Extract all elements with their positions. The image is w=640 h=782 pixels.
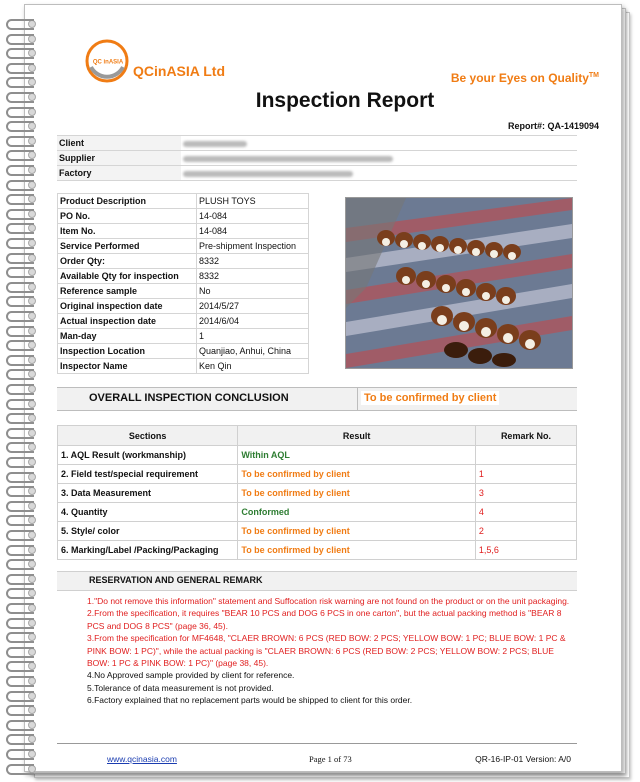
- spiral-wire: [6, 442, 34, 453]
- client-row: [57, 136, 577, 151]
- page-title: Inspection Report: [255, 89, 435, 112]
- product-info-row: [58, 194, 309, 209]
- product-info-row: [58, 344, 309, 359]
- spiral-wire: [6, 340, 34, 351]
- spiral-ring: [6, 544, 36, 555]
- brand-tagline: Be your Eyes on Quality™: [450, 71, 599, 85]
- results-column-header: Sections: [58, 426, 238, 446]
- spiral-wire: [6, 136, 34, 147]
- remark-item: 3.From the specification for MF4648, "CLAER BROWN: 6 PCS (RED BOW: 2 PCS; YELLOW BOW: 1 PC; BLUE BOW: 1 PC & PINK BOW: 1 PC)", while the actual packing is "CLAER BROWN: 6 PCS (RED BOW: 2 PCS; YELLOW BOW: 2 PCS; BLUE BOW: 1 PC & PINK BOW: 1 PC)" (page 38, 45).: [87, 633, 566, 669]
- spiral-wire: [6, 63, 34, 74]
- results-result: Conformed: [238, 503, 476, 522]
- product-info-label: Item No.: [58, 224, 197, 239]
- spiral-ring: [6, 164, 36, 175]
- spiral-ring: [6, 748, 36, 759]
- spiral-wire: [6, 691, 34, 702]
- spiral-wire: [6, 384, 34, 395]
- brand-name: QCinASIA Ltd: [133, 63, 226, 79]
- supplier-label: Supplier: [57, 151, 181, 166]
- conclusion-bar: [57, 387, 577, 411]
- product-info-label: Inspector Name: [58, 359, 197, 374]
- product-info-label: Service Performed: [58, 239, 197, 254]
- remark-item: 2.From the specification, it requires "BEAR 10 PCS and DOG 6 PCS in one carton", but the actual packing method is "BEAR 8 PCS and DOG 8 PCS" (page 36, 45).: [87, 608, 562, 631]
- spiral-ring: [6, 295, 36, 306]
- spiral-ring: [6, 339, 36, 350]
- spiral-ring: [6, 106, 36, 117]
- remark-item: 4.No Approved sample provided by client for reference.: [87, 670, 295, 681]
- factory-label: Factory: [57, 166, 181, 181]
- page-number: Page 1 of 73: [309, 754, 352, 764]
- spiral-wire: [6, 457, 34, 468]
- results-result: Within AQL: [238, 446, 476, 465]
- results-section: 2. Field test/special requirement: [58, 465, 238, 484]
- factory-row: [57, 166, 577, 181]
- spiral-ring: [6, 631, 36, 642]
- spiral-ring: [6, 149, 36, 160]
- product-info-value: No: [197, 284, 309, 299]
- conclusion-value: To be confirmed by client: [361, 391, 499, 405]
- page-footer: [57, 743, 577, 764]
- spiral-ring: [6, 368, 36, 379]
- results-column-header: Result: [238, 426, 476, 446]
- spiral-ring: [6, 529, 36, 540]
- spiral-ring: [6, 208, 36, 219]
- spiral-wire: [6, 296, 34, 307]
- spiral-wire: [6, 267, 34, 278]
- results-result: To be confirmed by client: [238, 484, 476, 503]
- spiral-ring: [6, 573, 36, 584]
- spiral-ring: [6, 193, 36, 204]
- client-table: [57, 135, 577, 181]
- product-info-row: [58, 314, 309, 329]
- spiral-ring: [6, 398, 36, 409]
- product-info-label: Inspection Location: [58, 344, 197, 359]
- spiral-wire: [6, 355, 34, 366]
- spiral-wire: [6, 764, 34, 775]
- product-info-row: [58, 329, 309, 344]
- results-row: [58, 541, 577, 560]
- spiral-wire: [6, 530, 34, 541]
- spiral-ring: [6, 135, 36, 146]
- spiral-wire: [6, 165, 34, 176]
- product-info-value: Quanjiao, Anhui, China: [197, 344, 309, 359]
- results-result: To be confirmed by client: [238, 522, 476, 541]
- spiral-wire: [6, 428, 34, 439]
- spiral-ring: [6, 675, 36, 686]
- product-info-table: [57, 193, 309, 374]
- results-row: [58, 446, 577, 465]
- product-info-row: [58, 299, 309, 314]
- product-info-label: PO No.: [58, 209, 197, 224]
- spiral-wire: [6, 238, 34, 249]
- product-info-row: [58, 254, 309, 269]
- spiral-wire: [6, 282, 34, 293]
- spiral-ring: [6, 120, 36, 131]
- spiral-ring: [6, 354, 36, 365]
- spiral-ring: [6, 427, 36, 438]
- svg-text:QC inASIA: QC inASIA: [92, 59, 124, 66]
- redacted-text: [183, 171, 353, 177]
- spiral-ring: [6, 441, 36, 452]
- spiral-ring: [6, 325, 36, 336]
- product-info-value: Pre-shipment Inspection: [197, 239, 309, 254]
- spiral-wire: [6, 92, 34, 103]
- spiral-wire: [6, 705, 34, 716]
- spiral-wire: [6, 501, 34, 512]
- results-remark-no: 4: [475, 503, 576, 522]
- spiral-ring: [6, 310, 36, 321]
- spiral-wire: [6, 253, 34, 264]
- spiral-wire: [6, 19, 34, 30]
- product-info-value: 14-084: [197, 224, 309, 239]
- results-row: [58, 522, 577, 541]
- results-remark-no: 2: [475, 522, 576, 541]
- spiral-wire: [6, 515, 34, 526]
- results-section: 5. Style/ color: [58, 522, 238, 541]
- product-info-label: Order Qty:: [58, 254, 197, 269]
- spiral-wire: [6, 369, 34, 380]
- results-result: To be confirmed by client: [238, 541, 476, 560]
- product-info-value: 8332: [197, 254, 309, 269]
- spiral-ring: [6, 646, 36, 657]
- remarks-list: [87, 595, 573, 707]
- spiral-ring: [6, 179, 36, 190]
- spiral-ring: [6, 266, 36, 277]
- conclusion-divider: [357, 388, 358, 410]
- remarks-heading: RESERVATION AND GENERAL REMARK: [89, 575, 263, 585]
- results-row: [58, 465, 577, 484]
- spiral-wire: [6, 150, 34, 161]
- spiral-ring: [6, 660, 36, 671]
- remark-item: 6.Factory explained that no replacement parts would be shipped to client for this order.: [87, 695, 413, 706]
- product-info-row: [58, 359, 309, 374]
- spiral-ring: [6, 383, 36, 394]
- conclusion-label: OVERALL INSPECTION CONCLUSION: [89, 392, 289, 404]
- spiral-wire: [6, 326, 34, 337]
- spiral-wire: [6, 311, 34, 322]
- spiral-ring: [6, 587, 36, 598]
- spiral-binding: [0, 4, 40, 770]
- spiral-ring: [6, 62, 36, 73]
- spiral-wire: [6, 77, 34, 88]
- spiral-ring: [6, 18, 36, 29]
- product-info-value: 2014/6/04: [197, 314, 309, 329]
- spiral-ring: [6, 763, 36, 774]
- qcinasia-logo: [85, 39, 129, 83]
- supplier-value: [181, 151, 577, 166]
- spiral-wire: [6, 661, 34, 672]
- spiral-ring: [6, 252, 36, 263]
- spiral-ring: [6, 558, 36, 569]
- spiral-wire: [6, 632, 34, 643]
- report-page: [24, 4, 622, 772]
- spiral-wire: [6, 413, 34, 424]
- results-remark-no: 3: [475, 484, 576, 503]
- product-info-value: 8332: [197, 269, 309, 284]
- results-section: 6. Marking/Label /Packing/Packaging: [58, 541, 238, 560]
- spiral-ring: [6, 485, 36, 496]
- product-info-value: PLUSH TOYS: [197, 194, 309, 209]
- redacted-text: [183, 156, 393, 162]
- spiral-ring: [6, 617, 36, 628]
- remark-item: 5.Tolerance of data measurement is not provided.: [87, 682, 274, 693]
- spiral-wire: [6, 209, 34, 220]
- product-info-label: Available Qty for inspection: [58, 269, 197, 284]
- spiral-ring: [6, 33, 36, 44]
- spiral-ring: [6, 704, 36, 715]
- product-info-label: Original inspection date: [58, 299, 197, 314]
- spiral-ring: [6, 471, 36, 482]
- spiral-wire: [6, 603, 34, 614]
- spiral-ring: [6, 456, 36, 467]
- remarks-header: [57, 571, 577, 591]
- results-section: 3. Data Measurement: [58, 484, 238, 503]
- results-section: 4. Quantity: [58, 503, 238, 522]
- product-info-label: Product Description: [58, 194, 197, 209]
- spiral-wire: [6, 399, 34, 410]
- spiral-wire: [6, 180, 34, 191]
- results-row: [58, 503, 577, 522]
- form-version: QR-16-IP-01 Version: A/0: [475, 754, 571, 764]
- redacted-text: [183, 141, 247, 147]
- spiral-ring: [6, 719, 36, 730]
- spiral-wire: [6, 574, 34, 585]
- product-info-row: [58, 224, 309, 239]
- spiral-ring: [6, 602, 36, 613]
- spiral-wire: [6, 121, 34, 132]
- product-info-value: 2014/5/27: [197, 299, 309, 314]
- spiral-ring: [6, 690, 36, 701]
- product-info-label: Actual inspection date: [58, 314, 197, 329]
- spiral-wire: [6, 48, 34, 59]
- report-number: Report#: QA-1419094: [507, 121, 599, 131]
- results-remark-no: [475, 446, 576, 465]
- spiral-wire: [6, 559, 34, 570]
- factory-value: [181, 166, 577, 181]
- client-value: [181, 136, 577, 151]
- product-info-value: Ken Qin: [197, 359, 309, 374]
- supplier-row: [57, 151, 577, 166]
- product-info-label: Reference sample: [58, 284, 197, 299]
- results-remark-no: 1: [475, 465, 576, 484]
- spiral-wire: [6, 472, 34, 483]
- spiral-wire: [6, 676, 34, 687]
- product-info-row: [58, 239, 309, 254]
- results-remark-no: 1,5,6: [475, 541, 576, 560]
- spiral-ring: [6, 412, 36, 423]
- product-info-row: [58, 209, 309, 224]
- spiral-wire: [6, 588, 34, 599]
- remark-item: 1."Do not remove this information" statement and Suffocation risk warning are not found on the product or on the unit packaging.: [87, 596, 570, 606]
- results-table: [57, 425, 577, 560]
- results-header-row: [58, 426, 577, 446]
- product-info-value: 1: [197, 329, 309, 344]
- product-info-value: 14-084: [197, 209, 309, 224]
- spiral-ring: [6, 91, 36, 102]
- spiral-ring: [6, 76, 36, 87]
- results-column-header: Remark No.: [475, 426, 576, 446]
- spiral-wire: [6, 720, 34, 731]
- spiral-ring: [6, 500, 36, 511]
- spiral-wire: [6, 486, 34, 497]
- spiral-wire: [6, 223, 34, 234]
- spiral-wire: [6, 107, 34, 118]
- spiral-ring: [6, 514, 36, 525]
- spiral-wire: [6, 647, 34, 658]
- spiral-ring: [6, 733, 36, 744]
- product-info-label: Man-day: [58, 329, 197, 344]
- spiral-wire: [6, 545, 34, 556]
- website-link[interactable]: www.qcinasia.com: [107, 754, 177, 764]
- spiral-wire: [6, 734, 34, 745]
- spiral-wire: [6, 34, 34, 45]
- results-row: [58, 484, 577, 503]
- spiral-ring: [6, 222, 36, 233]
- spiral-wire: [6, 749, 34, 760]
- product-photo: [345, 197, 573, 369]
- results-result: To be confirmed by client: [238, 465, 476, 484]
- spiral-ring: [6, 47, 36, 58]
- spiral-wire: [6, 618, 34, 629]
- spiral-wire: [6, 194, 34, 205]
- spiral-ring: [6, 281, 36, 292]
- client-label: Client: [57, 136, 181, 151]
- product-info-row: [58, 284, 309, 299]
- spiral-ring: [6, 237, 36, 248]
- product-info-row: [58, 269, 309, 284]
- results-section: 1. AQL Result (workmanship): [58, 446, 238, 465]
